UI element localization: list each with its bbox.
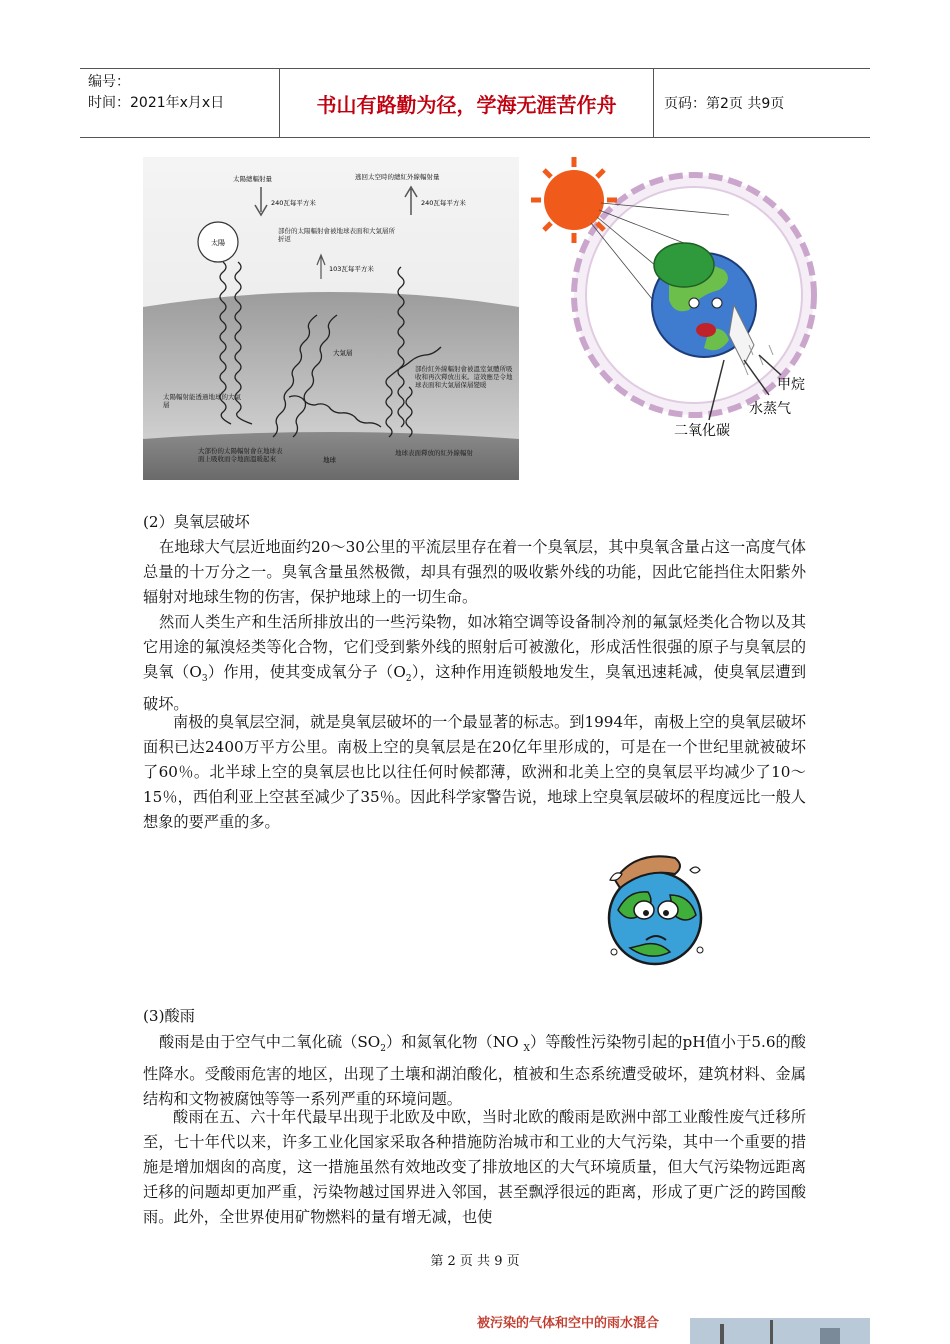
header-meta [80,69,280,137]
number-label: 编号： [88,74,130,90]
bottom-caption-figure [458,1304,678,1344]
svg-text:240瓦每平方米: 240瓦每平方米 [421,199,466,207]
svg-text:太陽: 太陽 [211,239,225,247]
methane-label: 甲烷 [777,377,805,393]
page-footer: 第 2 页 共 9 页 [430,1254,520,1269]
pass-through-label: 太陽輻射能透過地球的大氣層 [163,393,241,409]
city-photo [690,1318,870,1344]
greenhouse-gas-illustration [519,155,819,445]
svg-text:逃回太空時的總紅外線輻射量: 逃回太空時的總紅外線輻射量 [355,173,440,181]
acid-paragraph-2: 酸雨在五、六十年代最早出现于北欧及中欧，当时北欧的酸雨是欧洲中部工业酸性废气迁移所至，七十年代以来，许多工业化国家采取各种措施防治城市和工业的大气污染，其中一个重要的措施是增加烟囱的高度，这一措施虽然有效地改变了排放地区的大气环境质量，但大气污染物远距离迁移的问题却更加严重，污染物越过国界进入邻国，甚至飘浮很远的距离，形成了更广泛的跨国酸雨。此外，全世界使用矿物燃料的量有增无减，也使 [143,1108,806,1226]
co2-label: 二氧化碳 [674,423,730,439]
ozone-paragraph-3: 南极的臭氧层空洞，就是臭氧层破坏的一个最显著的标志。到1994年，南极上空的臭氧层破坏面积已达2400万平方公里。南极上空的臭氧层是在20亿年里形成的，可是在一个世纪里就被破坏了60％。北半球上空的臭氧层也比以往任何时候都薄，欧洲和北美上空的臭氧层平均减少了10～15％，西伯利亚上空甚至减少了35％。因此科学家警告说，地球上空臭氧层破坏的程度远比一般人想象的要严重的多。 [143,713,806,831]
header-motto: 书山有路勤为径，学海无涯苦作舟 [280,69,654,137]
greenhouse-diagram [143,157,519,480]
time-label: 时间：2021年x月x日 [88,95,225,111]
absorbed-surface-label: 大部份的太陽輻射會在地球表面上吸收而令地面溫暖起來 [198,447,283,463]
svg-text:240瓦每平方米: 240瓦每平方米 [271,199,316,207]
svg-text:103瓦每平方米: 103瓦每平方米 [329,265,374,273]
svg-text:太陽總輻射量: 太陽總輻射量 [233,175,272,183]
svg-text:大氣層: 大氣層 [333,349,353,357]
acid-heading: (3)酸雨 [143,1007,195,1025]
header-page-label: 页码：第2页 共9页 [664,96,785,112]
svg-text:地球: 地球 [323,456,336,464]
page-header [80,68,870,138]
reflected-label: 部份的太陽輻射會被地球表面和大氣層所折返 [278,227,395,243]
ozone-paragraph-2: 然而人类生产和生活所排放出的一些污染物，如冰箱空调等设备制冷剂的氟氯烃类化合物以及其它用途的氟溴烃类等化合物，它们受到紫外线的照射后可被激化，形成活性很强的原子与臭氧层的臭氧$(O_3)$作用，使其变成氧分子$(O_2)$，这种作用连锁般地发生，臭氧迅速耗减，使臭氧层遭到破坏。 [143,613,807,714]
ozone-paragraph-1: 在地球大气层近地面约20～30公里的平流层里存在着一个臭氧层，其中臭氧含量占这一高度气体总量的十万分之一。臭氧含量虽然极微，却具有强烈的吸收紫外线的功能，因此它能挡住太阳紫外辐射对地球生物的伤害，保护地球上的一切生命。 [143,538,806,606]
bottom-caption: 被污染的气体和空中的雨水混合 [476,1316,659,1331]
water-vapor-label: 水蒸气 [749,401,791,417]
acid-paragraph-1: 酸雨是由于空气中二氧化硫$(SO_2)$和氮氧化物（NO $_X$）等酸性污染物引起的pH值小于5.6的酸性降水。受酸雨危害的地区，出现了土壤和湖泊酸化，植被和生态系统遭受破坏，建筑材料、金属结构和文物被腐蚀等等一系列严重的环境问题。 [143,1033,806,1109]
surface-emit-label: 地球表面釋放的紅外線輻射 [395,449,473,457]
absorbed-ir-label: 部份紅外線輻射會被溫室氣體所吸收和再次釋放出來。這效應是令地球表面和大氣層保層變暖 [415,365,513,389]
ozone-heading: (2）臭氧层破坏 [143,513,250,531]
sad-earth-illustration [600,840,710,970]
